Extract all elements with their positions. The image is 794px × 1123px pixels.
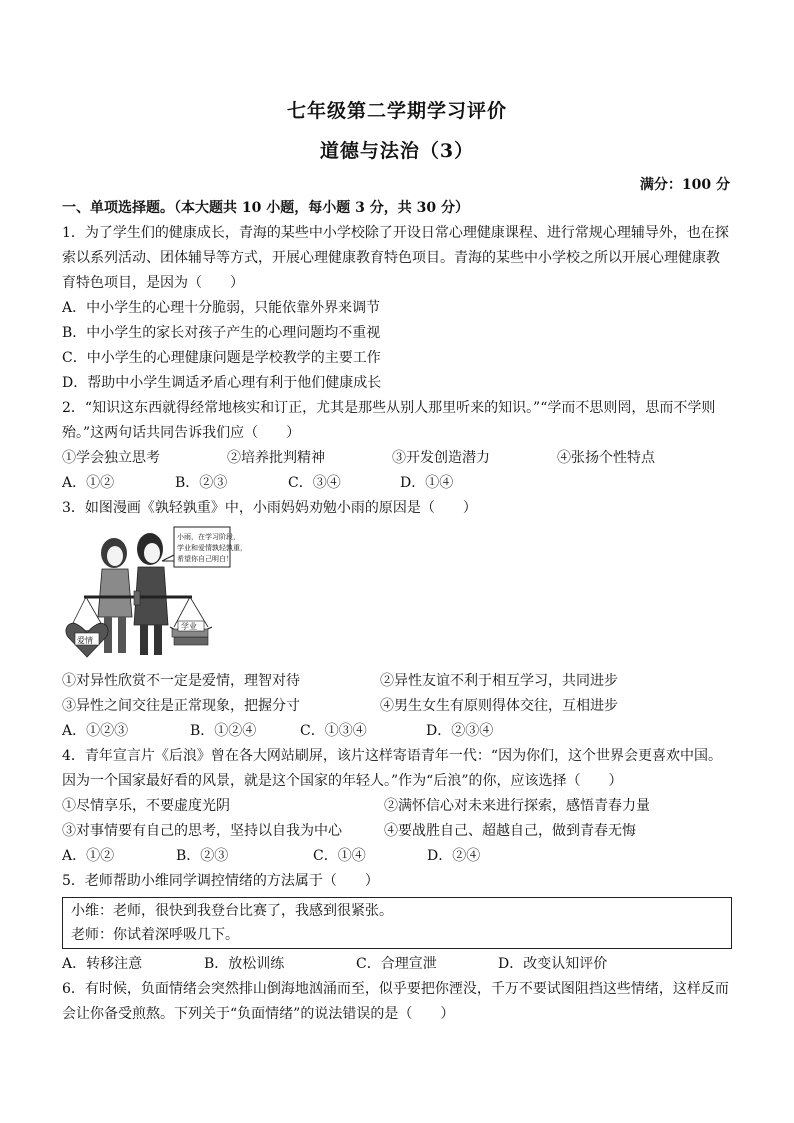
question-4-stem: 4．青年宣言片《后浪》曾在各大网站刷屏，该片这样寄语青年一代：“因为你们，这个世界会更喜欢中国。因为一个国家最好看的风景，就是这个国家的年轻人。”作为“后浪”的你，应该选择（ ）: [62, 748, 723, 789]
question-4-items-row-1: [62, 794, 732, 819]
speech-line-2: 学业和爱情孰轻孰重，: [177, 544, 247, 552]
question-2-answer-d: D．①④: [400, 475, 454, 491]
question-1-option-a: A．中小学生的心理十分脆弱，只能依靠外界来调节: [62, 300, 381, 316]
question-1-option-b: B．中小学生的家长对孩子产生的心理问题均不重视: [62, 325, 381, 341]
question-3-item-3: ③异性之间交往是正常现象，把握分寸: [62, 698, 300, 714]
question-2-item-4: ④张扬个性特点: [557, 450, 655, 466]
question-1-stem: 1．为了学生们的健康成长，青海的某些中小学校除了开设日常心理健康课程、进行常规心理辅导外，也在探索以系列活动、团体辅导等方式，开展心理健康教育特色项目。青海的某些中小学校之所以开展心理健康教育特色项目，是因为（ ）: [62, 225, 729, 291]
speech-line-1: 小雨，在学习阶段，: [177, 533, 240, 541]
page-subtitle: 道德与法治（3）: [319, 140, 475, 162]
left-pan-label: 爱情: [77, 636, 93, 645]
question-3-items-row-1: [62, 669, 732, 694]
question-2-items: [62, 446, 732, 471]
question-2-answer-a: A．①②: [62, 475, 115, 491]
question-1-option-c: C．中小学生的心理健康问题是学校教学的主要工作: [62, 350, 381, 366]
dialog-line-2: 老师：你试着深呼吸几下。: [71, 927, 239, 943]
exam-content: [62, 196, 732, 1027]
question-2-answer-c: C．③④: [288, 475, 341, 491]
question-1-option-d: D．帮助中小学生调适矛盾心理有利于他们健康成长: [62, 375, 382, 391]
question-2-answers: [62, 471, 732, 496]
question-5-answer-d: D．改变认知评价: [498, 956, 608, 972]
question-3-item-1: ①对异性欣赏不一定是爱情，理智对待: [62, 673, 300, 689]
question-4-answer-d: D．②④: [427, 848, 481, 864]
question-3-answers: [62, 719, 732, 744]
question-3-answer-b: B．①②④: [190, 723, 257, 739]
question-3-answer-a: A．①②③: [62, 723, 129, 739]
question-3-items-row-2: [62, 694, 732, 719]
right-pan-label: 学业: [181, 622, 197, 631]
speech-line-3: 希望你自己明白！: [177, 555, 233, 563]
dialog-line-1: 小维：老师，很快到我登台比赛了，我感到很紧张。: [71, 903, 393, 919]
dialog-box: [62, 897, 732, 949]
question-4-item-1: ①尽情享乐，不要虚度光阴: [62, 798, 230, 814]
question-3-answer-c: C．①③④: [300, 723, 367, 739]
question-4-answer-c: C．①④: [313, 848, 366, 864]
question-2-item-3: ③开发创造潜力: [392, 450, 490, 466]
question-2-item-1: ①学会独立思考: [62, 450, 160, 466]
question-6-stem: 6．有时候，负面情绪会突然排山倒海地汹涌而至，似乎要把你湮没，千万不要试图阻挡这些情绪，这样反而会让你备受煎熬。下列关于“负面情绪”的说法错误的是（ ）: [62, 981, 729, 1022]
question-3-answer-d: D．②③④: [426, 723, 494, 739]
question-2-item-2: ②培养批判精神: [227, 450, 325, 466]
question-5-answer-a: A．转移注意: [62, 956, 143, 972]
question-3-item-2: ②异性友谊不利于相互学习，共同进步: [380, 673, 618, 689]
section-heading: 一、单项选择题。（本大题共 10 小题，每小题 3 分，共 30 分）: [62, 200, 469, 216]
heart-icon: [66, 623, 108, 657]
question-2-answer-b: B．②③: [175, 475, 228, 491]
question-5-stem: 5．老师帮助小维同学调控情绪的方法属于（ ）: [62, 873, 379, 889]
question-4-answer-a: A．①②: [62, 848, 115, 864]
speech-bubble-tail: [162, 555, 174, 561]
question-4-items-row-2: [62, 819, 732, 844]
question-4-item-2: ②满怀信心对未来进行探索，感悟青春力量: [384, 798, 650, 814]
question-3-item-4: ④男生女生有原则得体交往，互相进步: [380, 698, 618, 714]
question-4-answer-b: B．②③: [176, 848, 229, 864]
comic-illustration: [62, 525, 247, 658]
question-4-item-3: ③对事情要有自己的思考，坚持以自我为中心: [62, 823, 342, 839]
question-4-item-4: ④要战胜自己、超越自己，做到青春无悔: [384, 823, 636, 839]
question-5-answer-c: C．合理宣泄: [356, 956, 437, 972]
question-3-stem: 3．如图漫画《孰轻孰重》中，小雨妈妈劝勉小雨的原因是（ ）: [62, 500, 477, 516]
question-5-answer-b: B．放松训练: [204, 956, 285, 972]
question-4-answers: [62, 844, 732, 869]
question-5-answers: [62, 952, 732, 977]
question-2-stem: 2．“知识这东西就得经常地核实和订正，尤其是那些从别人那里听来的知识。”“学而不思则罔，思而不学则殆。”这两句话共同告诉我们应（ ）: [62, 400, 716, 441]
full-score: 满分：100 分: [639, 177, 730, 193]
books-icon: [172, 621, 208, 645]
page-title: 七年级第二学期学习评价: [286, 100, 507, 122]
